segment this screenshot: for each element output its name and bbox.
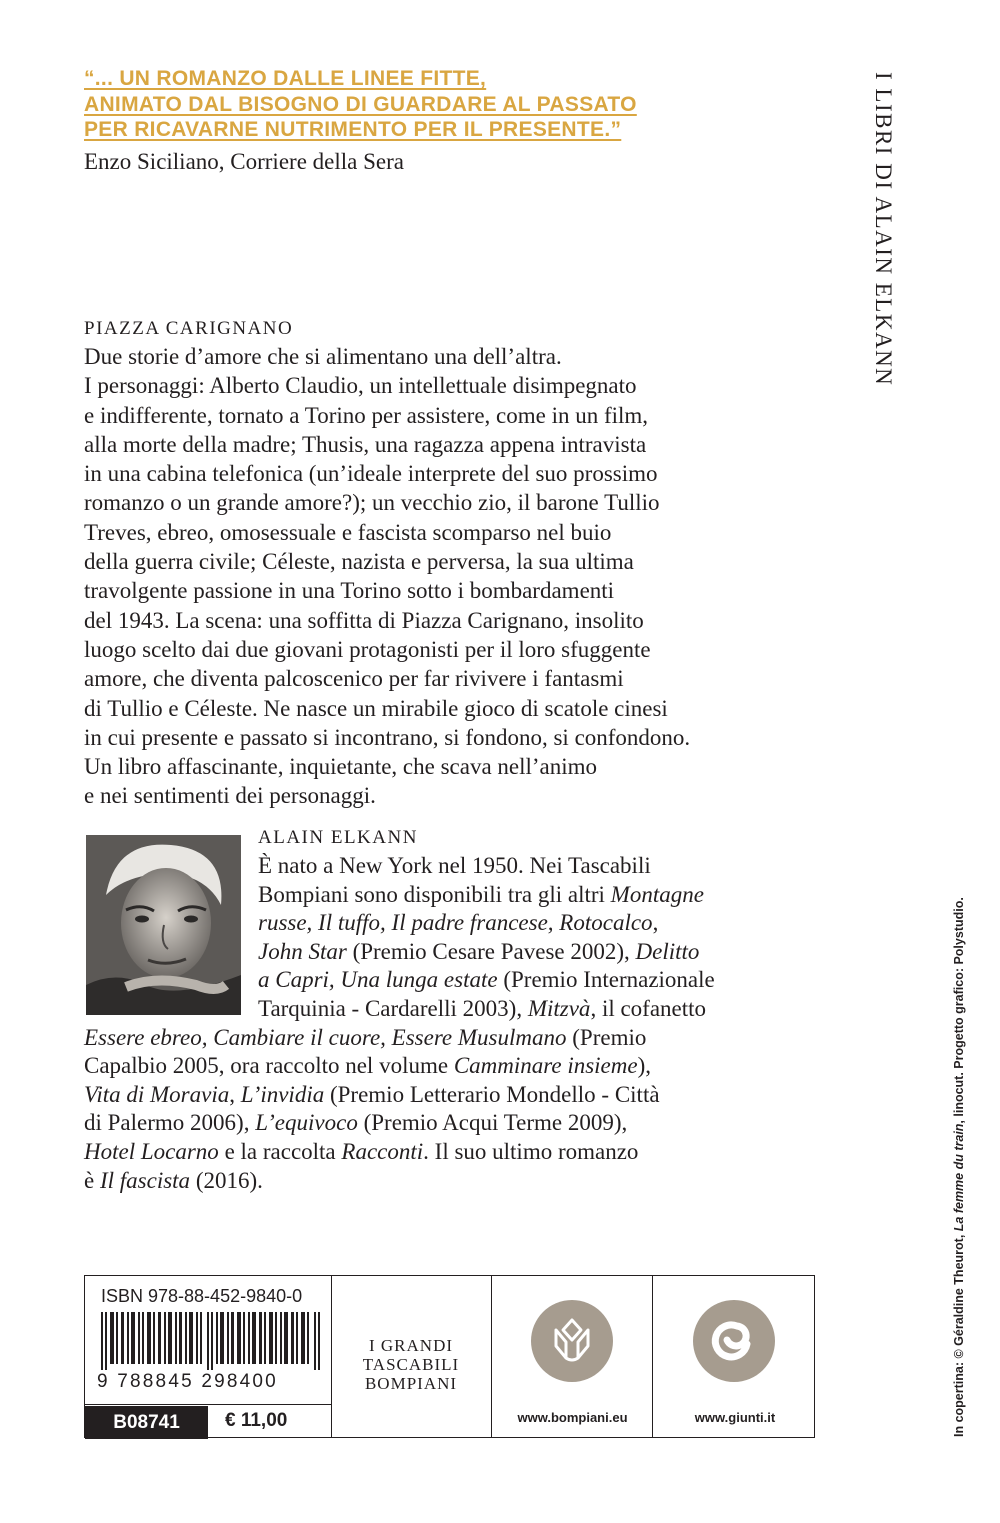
synopsis-line: romanzo o un grande amore?); un vecchio zio, il barone Tullio <box>84 490 660 516</box>
giunti-website: www.giunti.it <box>694 1410 776 1425</box>
synopsis-text <box>84 342 804 811</box>
synopsis-line: in una cabina telefonica (un’ideale interprete del suo prossimo <box>84 461 658 487</box>
isbn-label: ISBN 978-88-452-9840-0 <box>101 1286 303 1306</box>
synopsis-line: alla morte della madre; Thusis, una ragazza appena intravista <box>84 431 647 457</box>
quote-attribution: Enzo Siciliano, Corriere della Sera <box>84 149 404 174</box>
bompiani-logo-icon <box>531 1300 613 1382</box>
barcode-icon <box>101 1312 323 1370</box>
synopsis-line: travolgente passione in una Torino sotto i bombardamenti <box>84 578 615 604</box>
synopsis-line: I personaggi: Alberto Claudio, un intellettuale disimpegnato <box>84 373 637 399</box>
book-title: PIAZZA CARIGNANO <box>84 318 294 339</box>
cover-credits: In copertina: © Géraldine Theurot, La femme du train, linocut. Progetto grafico: Polystudio. <box>952 897 966 1437</box>
synopsis-line: della guerra civile; Céleste, nazista e perversa, la sua ultima <box>84 549 634 575</box>
synopsis-line: amore, che diventa palcoscenico per far rivivere i fantasmi <box>84 666 624 692</box>
author-name: ALAIN ELKANN <box>258 827 418 848</box>
series-name: I GRANDI TASCABILI BOMPIANI <box>362 1336 460 1393</box>
footer-panel <box>84 1275 815 1438</box>
synopsis-line: del 1943. La scena: una soffitta di Piazza Carignano, insolito <box>84 607 644 633</box>
synopsis-line: e nei sentimenti dei personaggi. <box>84 783 376 809</box>
bompiani-cell <box>491 1276 653 1437</box>
author-bio: È nato a New York nel 1950. Nei Tascabili Bompiani sono disponibili tra gli altri Montagne russe, Il tuffo, Il padre francese, Rotocalco, John Star (Premio Cesare Pavese 2002), Delitto a Capri, Una lunga estate (Premio Internazionale Tarquinia - Cardarelli 2003), Mitzvà, il cofanetto Essere ebreo, Cambiare il cuore, Essere Musulmano (Premio Capalbio 2005, ora raccolto nel volume Camminare insieme), Vita di Moravia, L’invidia (Premio Letterario Mondello - Città di Palermo 2006), L’equivoco (Premio Acqui Terme 2009), Hotel Locarno e la raccolta Racconti. Il suo ultimo romanzo è Il fascista (2016). <box>84 853 715 1193</box>
product-code: B08741 <box>85 1406 208 1439</box>
divider <box>85 1404 331 1405</box>
bompiani-website: www.bompiani.eu <box>517 1410 628 1425</box>
series-cell <box>331 1276 492 1437</box>
series-vertical-title: I LIBRI DI ALAIN ELKANN <box>871 72 896 387</box>
synopsis-line: Un libro affascinante, inquietante, che scava nell’animo <box>84 754 598 780</box>
giunti-cell <box>652 1276 817 1437</box>
quote-line-3: PER RICAVARNE NUTRIMENTO PER IL PRESENTE.” <box>84 118 622 141</box>
quote-line-1: “... UN ROMANZO DALLE LINEE FITTE, <box>84 67 487 90</box>
quote-line-2: ANIMATO DAL BISOGNO DI GUARDARE AL PASSATO <box>84 92 637 116</box>
synopsis-line: Due storie d’amore che si alimentano una dell’altra. <box>84 344 562 369</box>
synopsis-line: e indifferente, tornato a Torino per assistere, come in un film, <box>84 402 649 428</box>
price: € 11,00 <box>225 1410 288 1431</box>
critic-quote <box>84 66 684 143</box>
synopsis-line: luogo scelto dai due giovani protagonisti per il loro sfuggente <box>84 636 651 662</box>
synopsis-line: Treves, ebreo, omosessuale e fascista scomparso nel buio <box>84 519 612 545</box>
synopsis-line: in cui presente e passato si incontrano, si fondono, si confondono. <box>84 724 691 750</box>
giunti-logo-icon <box>693 1300 775 1382</box>
synopsis-line: di Tullio e Céleste. Ne nasce un mirabile gioco di scatole cinesi <box>84 695 668 721</box>
spiral-icon <box>693 1300 775 1382</box>
barcode-digits: 9 788845 298400 <box>97 1371 278 1392</box>
flower-icon <box>531 1300 613 1382</box>
